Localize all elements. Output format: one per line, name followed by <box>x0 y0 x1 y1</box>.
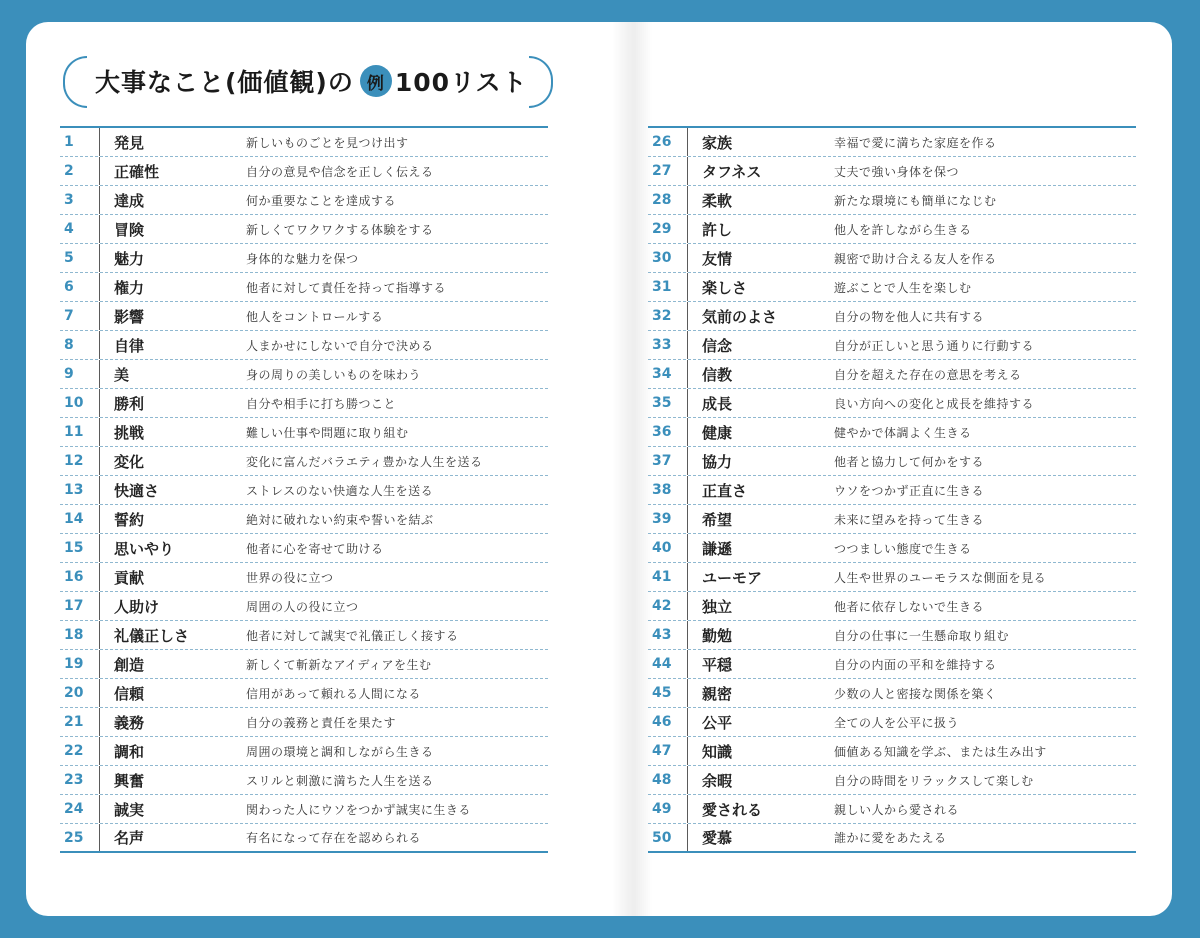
value-word: 希望 <box>702 510 733 529</box>
value-description: 新たな環境にも簡単になじむ <box>834 193 997 208</box>
item-number: 31 <box>648 273 688 301</box>
value-description: 新しくてワクワクする体験をする <box>246 222 434 237</box>
value-word: 信頼 <box>114 684 145 703</box>
value-word: タフネス <box>702 162 762 181</box>
list-row <box>648 766 1136 795</box>
value-word: 思いやり <box>114 539 175 558</box>
list-row <box>648 476 1136 505</box>
value-word: 魅力 <box>114 249 145 268</box>
list-row <box>60 331 548 360</box>
item-number: 41 <box>648 563 688 591</box>
value-description: 他者と協力して何かをする <box>834 454 985 469</box>
value-word: 知識 <box>702 742 733 761</box>
list-row <box>60 244 548 273</box>
list-row <box>60 476 548 505</box>
item-number: 5 <box>60 244 100 272</box>
value-description: 自分や相手に打ち勝つこと <box>246 396 397 411</box>
list-row <box>648 389 1136 418</box>
values-list-left <box>60 126 548 853</box>
value-word: 正直さ <box>702 481 748 500</box>
book-spread <box>26 22 1172 916</box>
value-word: 協力 <box>702 452 733 471</box>
value-word: 変化 <box>114 452 145 471</box>
value-word: 調和 <box>114 742 145 761</box>
title-bracket-left <box>63 56 87 108</box>
list-row <box>60 215 548 244</box>
value-description: 価値ある知識を学ぶ、または生み出す <box>834 744 1047 759</box>
item-number: 48 <box>648 766 688 794</box>
list-row <box>648 244 1136 273</box>
value-word: 冒険 <box>114 220 145 239</box>
value-description: 他者に心を寄せて助ける <box>246 541 384 556</box>
value-word: 達成 <box>114 191 145 210</box>
list-row <box>60 418 548 447</box>
item-number: 42 <box>648 592 688 620</box>
item-number: 28 <box>648 186 688 214</box>
value-description: 全ての人を公平に扱う <box>834 715 960 730</box>
item-number: 1 <box>60 128 100 156</box>
list-row <box>648 824 1136 853</box>
value-word: 健康 <box>702 423 733 442</box>
item-number: 10 <box>60 389 100 417</box>
value-description: 他者に依存しないで生きる <box>834 599 985 614</box>
title-prefix: 大事なこと(価値観)の <box>95 68 354 97</box>
value-word: 名声 <box>114 829 145 847</box>
value-word: 発見 <box>114 133 145 152</box>
list-row <box>648 360 1136 389</box>
value-word: 信念 <box>702 336 733 355</box>
item-number: 38 <box>648 476 688 504</box>
list-row <box>648 679 1136 708</box>
value-description: 新しくて斬新なアイディアを生む <box>246 657 432 672</box>
list-row <box>60 737 548 766</box>
list-row <box>648 592 1136 621</box>
value-description: 有名になって存在を認められる <box>246 831 422 845</box>
title-badge: 例 <box>360 65 392 97</box>
value-word: 正確性 <box>114 162 160 181</box>
value-word: 家族 <box>702 133 733 152</box>
item-number: 34 <box>648 360 688 388</box>
list-row <box>648 273 1136 302</box>
list-row <box>60 360 548 389</box>
value-word: 勤勉 <box>702 626 733 645</box>
value-description: つつましい態度で生きる <box>834 541 972 556</box>
value-description: ウソをつかず正直に生きる <box>834 483 985 498</box>
value-description: 自分が正しいと思う通りに行動する <box>834 338 1035 353</box>
value-description: 絶対に破れない約束や誓いを結ぶ <box>246 512 434 527</box>
value-word: 成長 <box>702 394 733 413</box>
item-number: 50 <box>648 824 688 851</box>
list-row <box>60 273 548 302</box>
list-row <box>648 215 1136 244</box>
item-number: 26 <box>648 128 688 156</box>
value-word: 影響 <box>114 307 145 326</box>
value-word: 気前のよさ <box>702 307 778 326</box>
item-number: 6 <box>60 273 100 301</box>
list-row <box>60 592 548 621</box>
item-number: 30 <box>648 244 688 272</box>
list-row <box>60 447 548 476</box>
item-number: 24 <box>60 795 100 823</box>
list-row <box>60 621 548 650</box>
value-description: 他者に対して責任を持って指導する <box>246 280 447 295</box>
item-number: 19 <box>60 650 100 678</box>
item-number: 17 <box>60 592 100 620</box>
value-word: 快適さ <box>114 481 160 500</box>
item-number: 16 <box>60 563 100 591</box>
value-description: 人生や世界のユーモラスな側面を見る <box>834 570 1047 585</box>
value-word: 柔軟 <box>702 191 733 210</box>
item-number: 20 <box>60 679 100 707</box>
value-word: 親密 <box>702 684 733 703</box>
item-number: 39 <box>648 505 688 533</box>
item-number: 18 <box>60 621 100 649</box>
list-row <box>648 621 1136 650</box>
item-number: 4 <box>60 215 100 243</box>
list-row <box>648 331 1136 360</box>
value-word: 誓約 <box>114 510 145 529</box>
value-description: 親密で助け合える友人を作る <box>834 251 997 266</box>
list-row <box>648 302 1136 331</box>
list-row <box>60 534 548 563</box>
value-description: 他人をコントロールする <box>246 309 384 324</box>
list-row <box>60 302 548 331</box>
item-number: 46 <box>648 708 688 736</box>
value-description: 難しい仕事や問題に取り組む <box>246 425 409 440</box>
list-row <box>60 766 548 795</box>
value-word: 創造 <box>114 655 145 674</box>
list-row <box>648 563 1136 592</box>
value-word: 礼儀正しさ <box>114 626 190 645</box>
list-row <box>60 679 548 708</box>
list-row <box>60 795 548 824</box>
value-word: 余暇 <box>702 771 733 790</box>
title-suffix: 100リスト <box>394 68 528 97</box>
value-description: 健やかで体調よく生きる <box>834 425 972 440</box>
item-number: 37 <box>648 447 688 475</box>
value-word: 誠実 <box>114 800 145 819</box>
item-number: 2 <box>60 157 100 185</box>
list-row <box>648 418 1136 447</box>
item-number: 45 <box>648 679 688 707</box>
item-number: 12 <box>60 447 100 475</box>
item-number: 44 <box>648 650 688 678</box>
item-number: 14 <box>60 505 100 533</box>
values-list-right <box>648 126 1136 853</box>
value-word: 自律 <box>114 336 145 355</box>
item-number: 47 <box>648 737 688 765</box>
item-number: 35 <box>648 389 688 417</box>
item-number: 7 <box>60 302 100 330</box>
value-description: 親しい人から愛される <box>834 802 960 817</box>
value-description: 誰かに愛をあたえる <box>834 831 947 845</box>
value-description: 自分の物を他人に共有する <box>834 309 985 324</box>
value-word: 義務 <box>114 713 145 732</box>
value-word: 挑戦 <box>114 423 145 442</box>
item-number: 3 <box>60 186 100 214</box>
item-number: 29 <box>648 215 688 243</box>
list-row <box>648 708 1136 737</box>
value-description: 未来に望みを持って生きる <box>834 512 985 527</box>
value-description: 人まかせにしないで自分で決める <box>246 338 434 353</box>
value-word: 平穏 <box>702 655 733 674</box>
value-description: 周囲の環境と調和しながら生きる <box>246 744 434 759</box>
value-description: 他人を許しながら生きる <box>834 222 972 237</box>
item-number: 21 <box>60 708 100 736</box>
value-word: 美 <box>114 365 130 384</box>
value-word: 謙遜 <box>702 539 733 558</box>
value-word: 愛される <box>702 800 763 819</box>
item-number: 32 <box>648 302 688 330</box>
value-description: 何か重要なことを達成する <box>246 193 397 208</box>
item-number: 49 <box>648 795 688 823</box>
item-number: 8 <box>60 331 100 359</box>
value-description: スリルと刺激に満ちた人生を送る <box>246 773 434 788</box>
value-word: 楽しさ <box>702 278 748 297</box>
value-description: 自分の義務と責任を果たす <box>246 715 397 730</box>
item-number: 13 <box>60 476 100 504</box>
item-number: 11 <box>60 418 100 446</box>
list-row <box>648 447 1136 476</box>
list-row <box>648 534 1136 563</box>
value-word: 許し <box>702 220 733 239</box>
title-bracket-right <box>529 56 553 108</box>
value-description: 遊ぶことで人生を楽しむ <box>834 280 972 295</box>
list-row <box>60 824 548 853</box>
item-number: 23 <box>60 766 100 794</box>
item-number: 33 <box>648 331 688 359</box>
list-row <box>648 737 1136 766</box>
value-word: 人助け <box>114 597 160 616</box>
list-row <box>648 795 1136 824</box>
list-row <box>60 505 548 534</box>
item-number: 22 <box>60 737 100 765</box>
value-description: 信用があって頼れる人間になる <box>246 686 421 701</box>
item-number: 40 <box>648 534 688 562</box>
list-row <box>60 389 548 418</box>
item-number: 25 <box>60 824 100 851</box>
item-number: 15 <box>60 534 100 562</box>
item-number: 43 <box>648 621 688 649</box>
list-row <box>648 157 1136 186</box>
value-description: 幸福で愛に満ちた家庭を作る <box>834 135 997 150</box>
item-number: 9 <box>60 360 100 388</box>
value-description: 自分の意見や信念を正しく伝える <box>246 164 434 179</box>
value-description: 身体的な魅力を保つ <box>246 251 359 266</box>
list-row <box>648 128 1136 157</box>
value-word: 愛慕 <box>702 829 733 847</box>
value-description: 少数の人と密接な関係を築く <box>834 686 997 701</box>
value-word: 勝利 <box>114 394 145 413</box>
value-description: 身の周りの美しいものを味わう <box>246 367 422 382</box>
value-word: 公平 <box>702 713 733 732</box>
value-word: 信教 <box>702 365 733 384</box>
value-word: 独立 <box>702 597 733 616</box>
value-word: 権力 <box>114 278 145 297</box>
value-description: 周囲の人の役に立つ <box>246 599 359 614</box>
value-word: 興奮 <box>114 771 145 790</box>
page-gutter <box>612 22 652 916</box>
page-title <box>63 56 553 106</box>
value-description: 自分を超えた存在の意思を考える <box>834 367 1022 382</box>
value-description: 良い方向への変化と成長を維持する <box>834 396 1035 411</box>
value-description: ストレスのない快適な人生を送る <box>246 483 434 498</box>
value-description: 関わった人にウソをつかず誠実に生きる <box>246 802 471 817</box>
value-description: 他者に対して誠実で礼儀正しく接する <box>246 628 459 643</box>
value-description: 世界の役に立つ <box>246 570 334 585</box>
value-word: ユーモア <box>702 568 763 587</box>
list-row <box>648 186 1136 215</box>
value-description: 変化に富んだバラエティ豊かな人生を送る <box>246 454 483 469</box>
item-number: 36 <box>648 418 688 446</box>
list-row <box>60 650 548 679</box>
value-description: 自分の仕事に一生懸命取り組む <box>834 628 1010 643</box>
value-word: 貢献 <box>114 568 145 587</box>
value-description: 自分の時間をリラックスして楽しむ <box>834 773 1034 788</box>
item-number: 27 <box>648 157 688 185</box>
list-row <box>60 563 548 592</box>
list-row <box>60 157 548 186</box>
list-row <box>648 650 1136 679</box>
list-row <box>60 708 548 737</box>
value-description: 自分の内面の平和を維持する <box>834 657 997 672</box>
list-row <box>648 505 1136 534</box>
list-row <box>60 186 548 215</box>
value-description: 新しいものごとを見つけ出す <box>246 135 409 150</box>
value-description: 丈夫で強い身体を保つ <box>834 164 960 179</box>
list-row <box>60 128 548 157</box>
value-word: 友情 <box>702 249 733 268</box>
